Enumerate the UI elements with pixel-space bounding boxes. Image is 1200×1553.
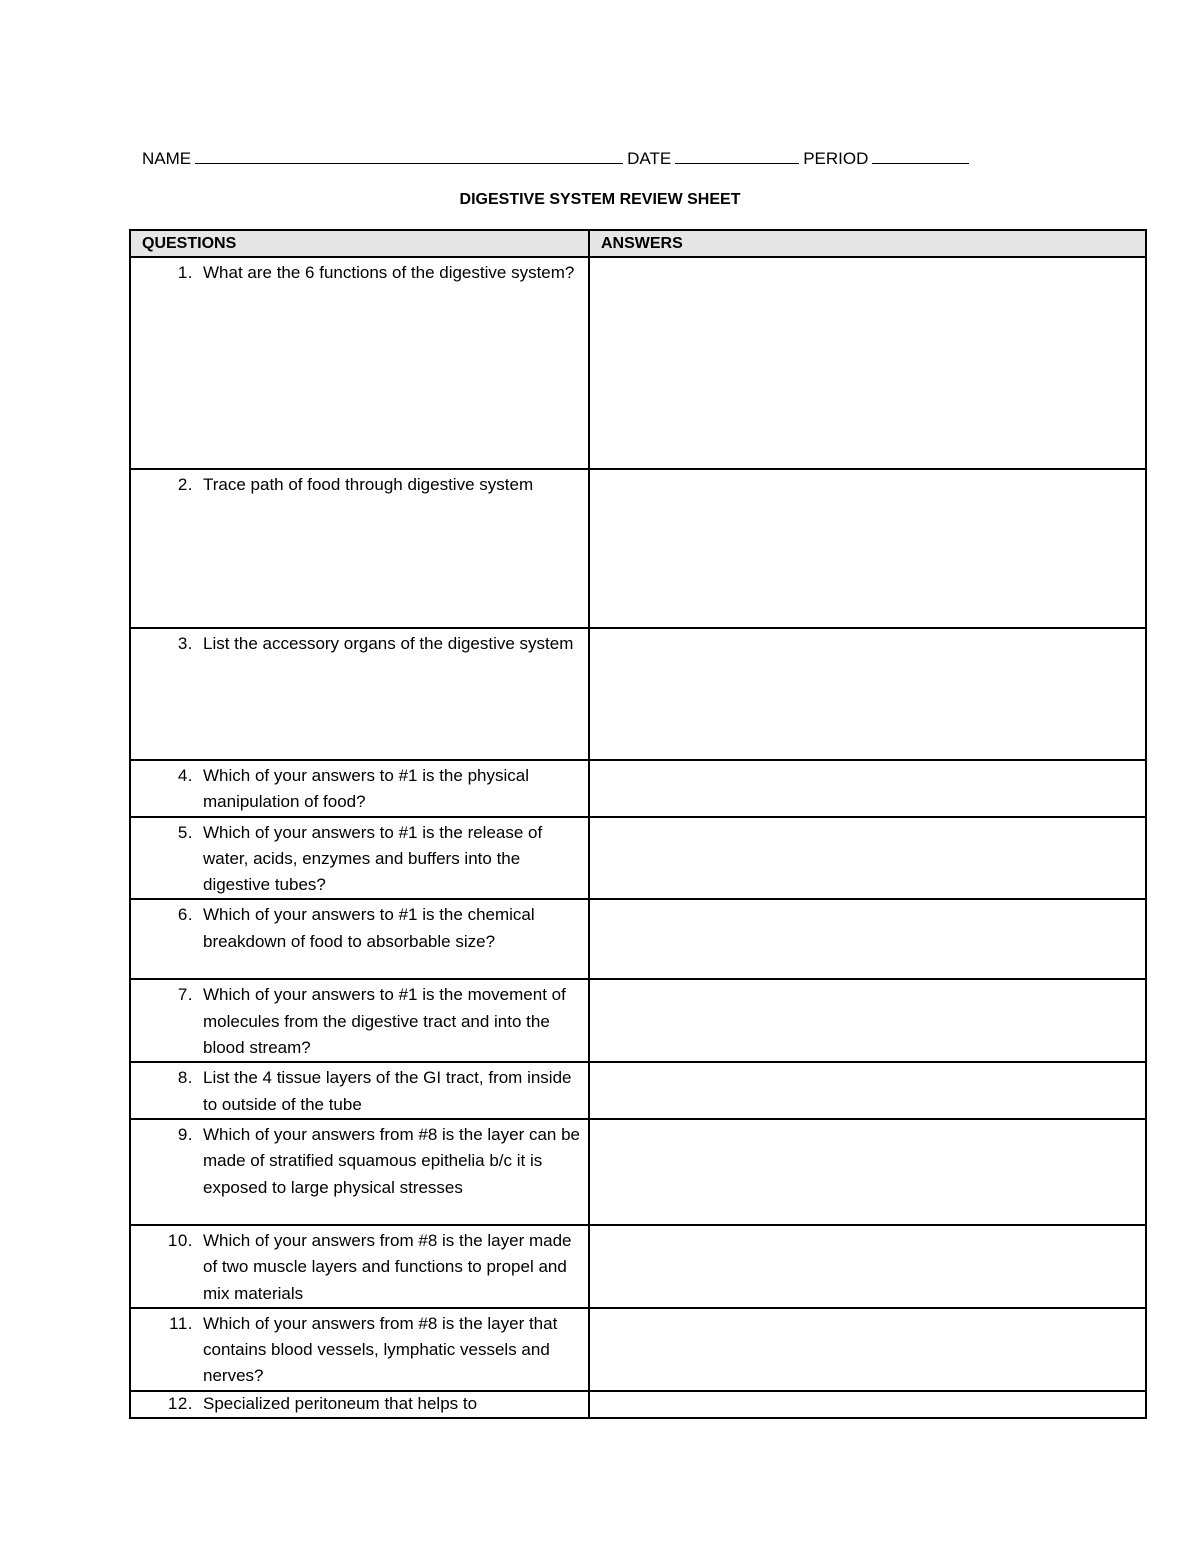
- question-number: 1.: [177, 263, 193, 282]
- question-cell: [130, 1391, 589, 1418]
- table-row: [130, 257, 1146, 469]
- question-text: Trace path of food through digestive system: [203, 475, 534, 494]
- table-row: [130, 1119, 1146, 1225]
- answer-cell[interactable]: [589, 1119, 1146, 1225]
- question-text: Which of your answers from #8 is the layer made of two muscle layers and functions to propel and mix materials: [203, 1230, 572, 1303]
- date-blank[interactable]: [675, 146, 799, 164]
- answer-cell[interactable]: [589, 817, 1146, 900]
- question-number: 2.: [177, 475, 193, 494]
- answer-cell[interactable]: [589, 1225, 1146, 1308]
- question-cell: [130, 760, 589, 817]
- question-number: 4.: [177, 766, 193, 785]
- question-text: Which of your answers from #8 is the layer that contains blood vessels, lymphatic vessels and nerves?: [203, 1313, 558, 1386]
- question-cell: [130, 899, 589, 979]
- question-cell: [130, 1119, 589, 1225]
- name-blank[interactable]: [195, 146, 623, 164]
- question-text: Which of your answers to #1 is the chemical breakdown of food to absorbable size?: [203, 905, 535, 951]
- table-row: [130, 899, 1146, 979]
- answer-cell[interactable]: [589, 628, 1146, 760]
- table-row: [130, 1308, 1146, 1391]
- answer-cell[interactable]: [589, 469, 1146, 628]
- question-cell: [130, 1062, 589, 1119]
- question-text: Which of your answers to #1 is the movement of molecules from the digestive tract and into the blood stream?: [203, 985, 566, 1058]
- question-text: Specialized peritoneum that helps to: [203, 1393, 478, 1413]
- question-text: What are the 6 functions of the digestive system?: [203, 263, 575, 282]
- table-row: [130, 1391, 1146, 1418]
- answer-cell[interactable]: [589, 257, 1146, 469]
- question-cell: [130, 817, 589, 900]
- question-text: Which of your answers to #1 is the release of water, acids, enzymes and buffers into the digestive tubes?: [203, 822, 543, 895]
- review-table: [129, 229, 1147, 1419]
- question-number: 5.: [177, 822, 193, 842]
- sheet-title: DIGESTIVE SYSTEM REVIEW SHEET: [459, 191, 741, 208]
- student-info-line: [142, 146, 1062, 169]
- table-row: [130, 979, 1146, 1062]
- answer-cell[interactable]: [589, 760, 1146, 817]
- question-number: 6.: [177, 905, 193, 925]
- table-row: [130, 1062, 1146, 1119]
- question-text: Which of your answers to #1 is the physical manipulation of food?: [203, 766, 529, 812]
- question-cell: [130, 628, 589, 760]
- answers-header: ANSWERS: [589, 230, 1146, 257]
- table-row: [130, 817, 1146, 900]
- question-cell: [130, 469, 589, 628]
- name-label: NAME: [142, 149, 192, 168]
- table-row: [130, 1225, 1146, 1308]
- table-header-row: [130, 230, 1146, 257]
- period-label: PERIOD: [803, 149, 869, 168]
- date-label: DATE: [627, 149, 672, 168]
- answer-cell[interactable]: [589, 1308, 1146, 1391]
- question-number: 9.: [177, 1124, 193, 1144]
- question-number: 12.: [167, 1393, 193, 1413]
- question-text: List the accessory organs of the digestive system: [203, 634, 574, 653]
- table-row: [130, 469, 1146, 628]
- question-number: 8.: [177, 1068, 193, 1088]
- question-number: 11.: [169, 1313, 193, 1333]
- answer-cell[interactable]: [589, 899, 1146, 979]
- question-number: 3.: [177, 634, 193, 653]
- question-cell: [130, 1308, 589, 1391]
- answer-cell[interactable]: [589, 1391, 1146, 1418]
- question-text: List the 4 tissue layers of the GI tract, from inside to outside of the tube: [203, 1068, 572, 1114]
- question-cell: [130, 1225, 589, 1308]
- question-cell: [130, 257, 589, 469]
- answer-cell[interactable]: [589, 979, 1146, 1062]
- question-cell: [130, 979, 589, 1062]
- answer-cell[interactable]: [589, 1062, 1146, 1119]
- table-row: [130, 628, 1146, 760]
- period-blank[interactable]: [872, 146, 969, 164]
- question-number: 7.: [177, 985, 193, 1005]
- table-row: [130, 760, 1146, 817]
- question-number: 10.: [167, 1230, 193, 1250]
- question-text: Which of your answers from #8 is the layer can be made of stratified squamous epithelia b/c it is exposed to large physical stresses: [203, 1124, 580, 1197]
- questions-header: QUESTIONS: [130, 230, 589, 257]
